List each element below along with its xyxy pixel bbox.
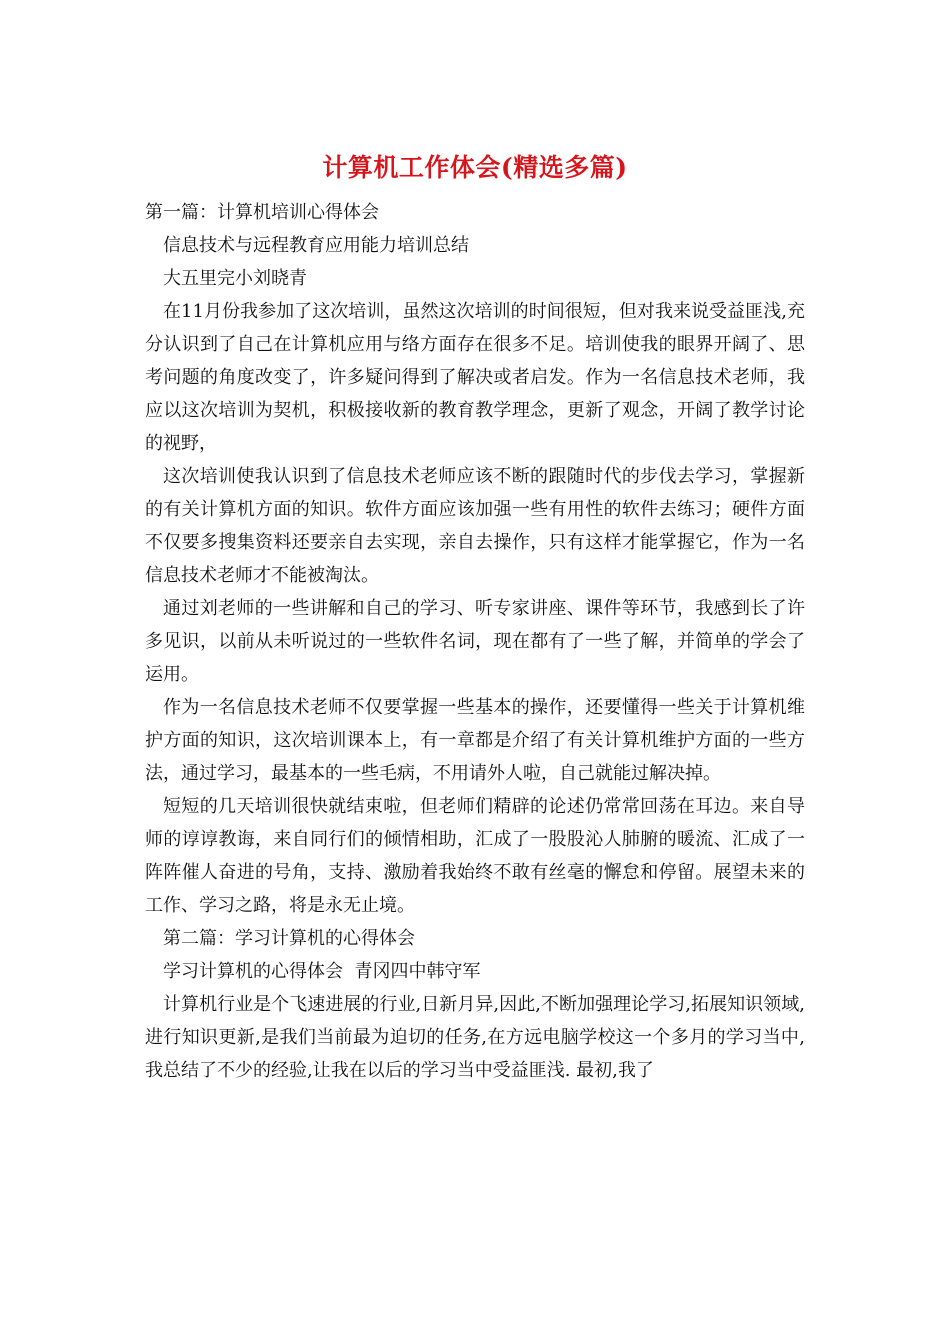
document-title: 计算机工作体会(精选多篇) xyxy=(322,153,628,182)
paragraph: 这次培训使我认识到了信息技术老师应该不断的跟随时代的步伐去学习，掌握新的有关计算机方面的知识。软件方面应该加强一些有用性的软件去练习；硬件方面不仅要多搜集资料还要亲自去实现，亲自去操作，只有这样才能掌握它，作为一名信息技术老师才不能被淘汰。 xyxy=(145,466,805,586)
paragraph: 短短的几天培训很快就结束啦，但老师们精辟的论述仍常常回荡在耳边。来自导师的谆谆教诲，来自同行们的倾情相助，汇成了一股股沁人肺腑的暖流、汇成了一阵阵催人奋进的号角，支持、激励着我始终不敢有丝毫的懈怠和停留。展望未来的工作、学习之路，将是永无止境。 xyxy=(145,796,805,916)
paragraph: 计算机行业是个飞速进展的行业,日新月异,因此,不断加强理论学习,拓展知识领域,进行知识更新,是我们当前最为迫切的任务,在方远电脑学校这一个多月的学习当中,我总结了不少的经验,让我在以后的学习当中受益匪浅. 最初,我了 xyxy=(145,994,805,1081)
part1-subtitle: 信息技术与远程教育应用能力培训总结 xyxy=(163,235,469,256)
paragraph: 作为一名信息技术老师不仅要掌握一些基本的操作，还要懂得一些关于计算机维护方面的知识，这次培训课本上，有一章都是介绍了有关计算机维护方面的一些方法，通过学习，最基本的一些毛病，不用请外人啦，自己就能过解决掉。 xyxy=(145,697,805,784)
part1-heading: 第一篇：计算机培训心得体会 xyxy=(145,202,379,223)
part2-subtitle: 学习计算机的心得体会 青冈四中韩守军 xyxy=(163,961,481,982)
document-page xyxy=(145,148,805,1087)
paragraph: 通过刘老师的一些讲解和自己的学习、听专家讲座、课件等环节，我感到长了许多见识，以前从未听说过的一些软件名词，现在都有了一些了解，并简单的学会了运用。 xyxy=(145,598,805,685)
paragraph: 在11月份我参加了这次培训，虽然这次培训的时间很短，但对我来说受益匪浅,充分认识到了自己在计算机应用与络方面存在很多不足。培训使我的眼界开阔了、思考问题的角度改变了，许多疑问得到了解决或者启发。作为一名信息技术老师，我应以这次培训为契机，积极接收新的教育教学理念，更新了观念，开阔了教学讨论的视野， xyxy=(145,301,805,454)
part1-author: 大五里完小刘晓青 xyxy=(163,268,307,289)
part2-heading: 第二篇：学习计算机的心得体会 xyxy=(163,928,415,949)
